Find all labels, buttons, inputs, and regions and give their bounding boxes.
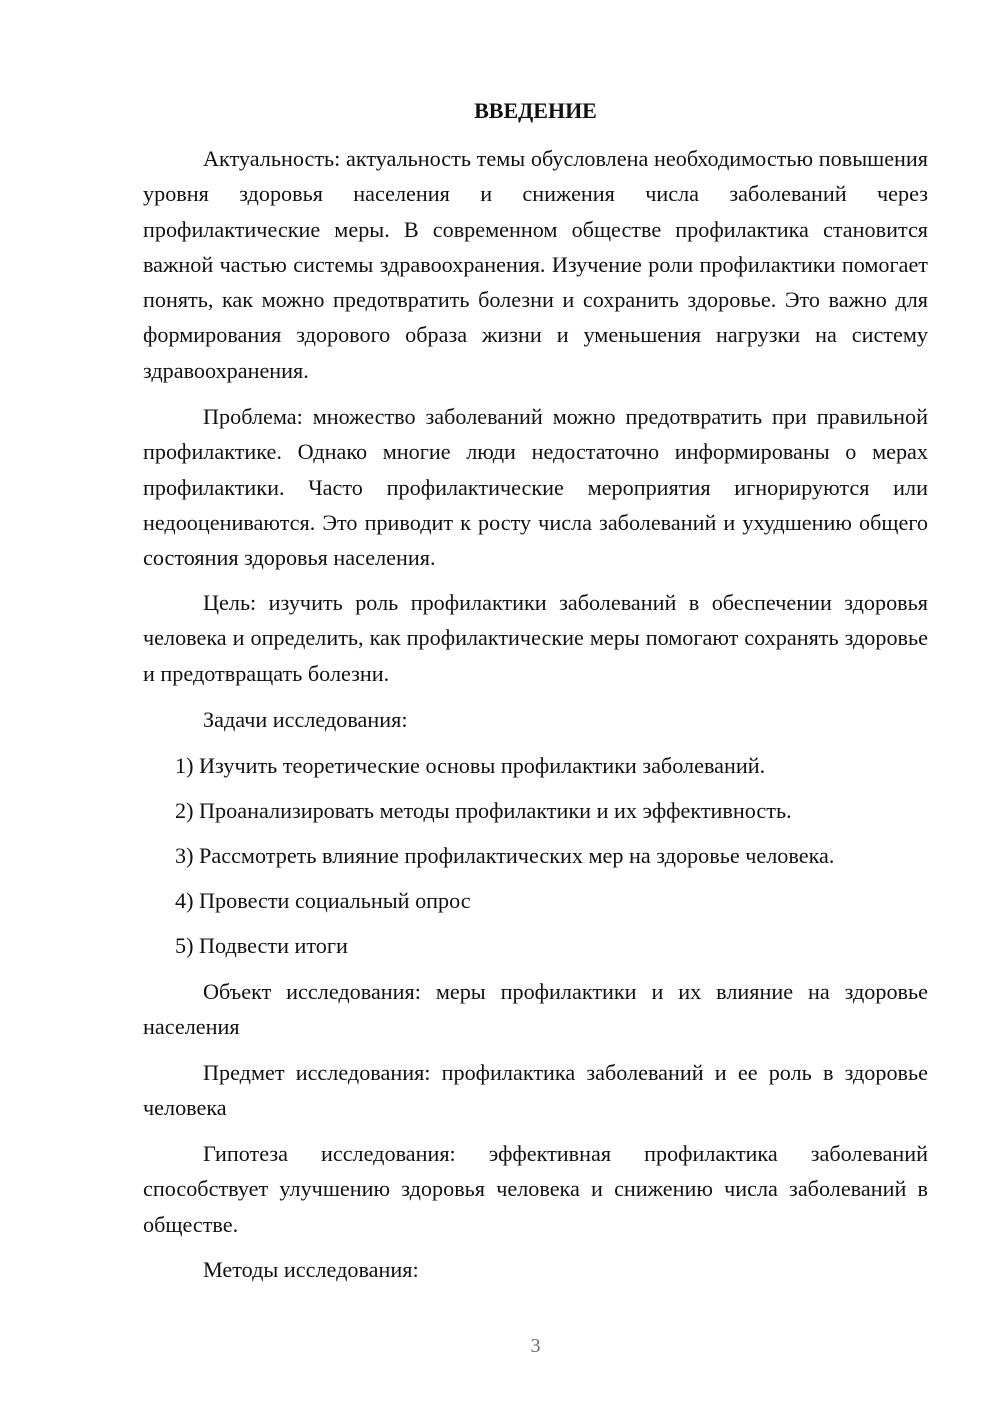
methods-heading: Методы исследования: [203,1257,419,1282]
tasks-heading: Задачи исследования: [203,707,408,732]
task-item-4: 4) Провести социальный опрос [175,888,471,913]
relevance-paragraph: Актуальность: актуальность темы обусловлена необходимостью повышения уровня здоровья населения и снижения числа заболеваний через профилактические меры. В современном обществе профилактика становится важной частью системы здравоохранения. Изучение роли профилактики помогает понять, как можно предотвратить болезни и сохранить здоровье. Это важно для формирования здорового образа жизни и уменьшения нагрузки на систему здравоохранения. [143,146,928,383]
hypothesis-paragraph: Гипотеза исследования: эффективная профилактика заболеваний способствует улучшению здоровья человека и снижению числа заболеваний в обществе. [143,1141,928,1237]
goal-paragraph: Цель: изучить роль профилактики заболеваний в обеспечении здоровья человека и определить, как профилактические меры помогают сохранять здоровье и предотвращать болезни. [143,590,928,686]
task-item-3: 3) Рассмотреть влияние профилактических мер на здоровье человека. [175,843,835,868]
task-item-5: 5) Подвести итоги [175,933,348,958]
task-item-2: 2) Проанализировать методы профилактики и их эффективность. [175,798,792,823]
object-paragraph: Объект исследования: меры профилактики и их влияние на здоровье населения [143,979,928,1040]
subject-paragraph: Предмет исследования: профилактика заболеваний и ее роль в здоровье человека [143,1060,928,1121]
section-heading: ВВЕДЕНИЕ [474,98,597,123]
page-number: 3 [530,1335,541,1357]
problem-paragraph: Проблема: множество заболеваний можно предотвратить при правильной профилактике. Однако многие люди недостаточно информированы о мерах профилактики. Часто профилактические мероприятия игнорируются или недооцениваются. Это приводит к росту числа заболеваний и ухудшению общего состояния здоровья населения. [143,404,928,571]
document-page [143,0,928,1414]
task-item-1: 1) Изучить теоретические основы профилактики заболеваний. [175,753,766,778]
